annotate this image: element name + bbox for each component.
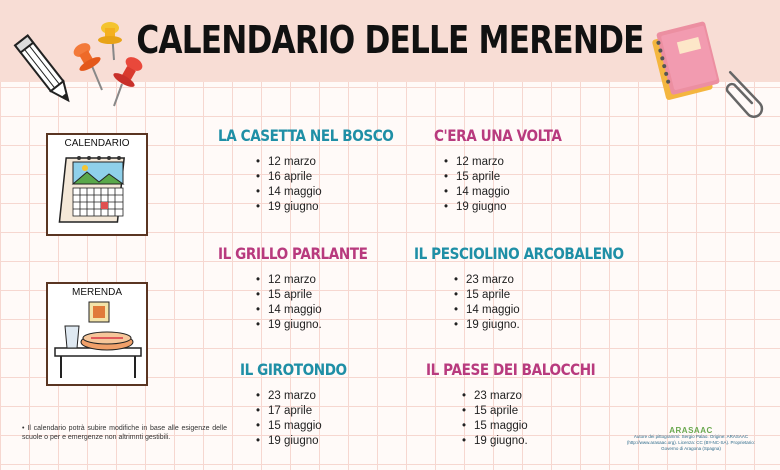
arasaac-credits	[618, 428, 764, 452]
list-item: • 17 aprile	[256, 404, 366, 419]
list-item: • 19 giugno	[444, 200, 584, 215]
list-item: • 19 giugno	[256, 200, 424, 215]
list-item: • 14 maggio	[256, 185, 424, 200]
date-list	[256, 273, 394, 333]
pushpin-icon	[68, 14, 150, 110]
list-item: • 15 aprile	[454, 288, 661, 303]
list-item: • 12 marzo	[256, 273, 394, 288]
list-item: • 15 aprile	[256, 288, 394, 303]
list-item: • 19 giugno.	[256, 318, 394, 333]
list-item: • 14 maggio	[454, 303, 661, 318]
snack-card	[46, 282, 148, 386]
footnote: • Il calendario potrà subire modifiche in base alle esigenze delle scuole o per e emergenze non altrimnti gestibili.	[22, 424, 227, 442]
section-il-girotondo	[240, 360, 366, 449]
list-item: • 23 marzo	[462, 389, 625, 404]
arasaac-logo: ARASAAC	[669, 426, 713, 435]
date-list	[454, 273, 661, 333]
date-list	[462, 389, 625, 449]
list-item: • 14 maggio	[444, 185, 584, 200]
section-il-grillo-parlante	[218, 244, 394, 333]
list-item: • 14 maggio	[256, 303, 394, 318]
section-la-casetta-nel-bosco	[218, 126, 424, 215]
snack-pictogram-icon	[49, 298, 145, 382]
section-title: C'ERA UNA VOLTA	[434, 126, 562, 145]
calendar-card	[46, 133, 148, 236]
section-title: IL PESCIOLINO ARCOBALENO	[414, 244, 624, 263]
credits-text: Autore dei pittogrammi: Sergio Palao. Origine: ARASAAC (http://www.arasaac.org). Licenza: CC (BY-NC-SA). Proprietario: Governo di Aragona (Spagna)	[626, 434, 756, 451]
list-item: • 19 giugno	[256, 434, 366, 449]
snack-card-label: MERENDA	[71, 287, 122, 298]
list-item: • 15 aprile	[444, 170, 584, 185]
section-il-paese-dei-balocchi	[426, 360, 625, 449]
section-title: IL GRILLO PARLANTE	[218, 244, 368, 263]
section-title: IL PAESE DEI BALOCCHI	[426, 360, 596, 379]
paperclip-icon	[722, 62, 768, 124]
calendar-pictogram-icon	[57, 150, 137, 230]
list-item: • 15 maggio	[462, 419, 625, 434]
date-list	[444, 155, 584, 215]
date-list	[256, 155, 424, 215]
list-item: • 12 marzo	[444, 155, 584, 170]
page-title: CALENDARIO DELLE MERENDE	[136, 18, 644, 62]
notebook-icon	[644, 14, 734, 110]
list-item: • 15 maggio	[256, 419, 366, 434]
list-item: • 19 giugno.	[454, 318, 661, 333]
list-item: • 19 giugno.	[462, 434, 625, 449]
section-title: LA CASETTA NEL BOSCO	[218, 126, 394, 145]
section-c-era-una-volta	[434, 126, 584, 215]
list-item: • 23 marzo	[454, 273, 661, 288]
date-list	[256, 389, 366, 449]
section-il-pesciolino-arcobaleno	[414, 244, 661, 333]
list-item: • 12 marzo	[256, 155, 424, 170]
section-title: IL GIROTONDO	[240, 360, 347, 379]
list-item: • 15 aprile	[462, 404, 625, 419]
list-item: • 16 aprile	[256, 170, 424, 185]
list-item: • 23 marzo	[256, 389, 366, 404]
calendar-card-label: CALENDARIO	[64, 138, 130, 149]
